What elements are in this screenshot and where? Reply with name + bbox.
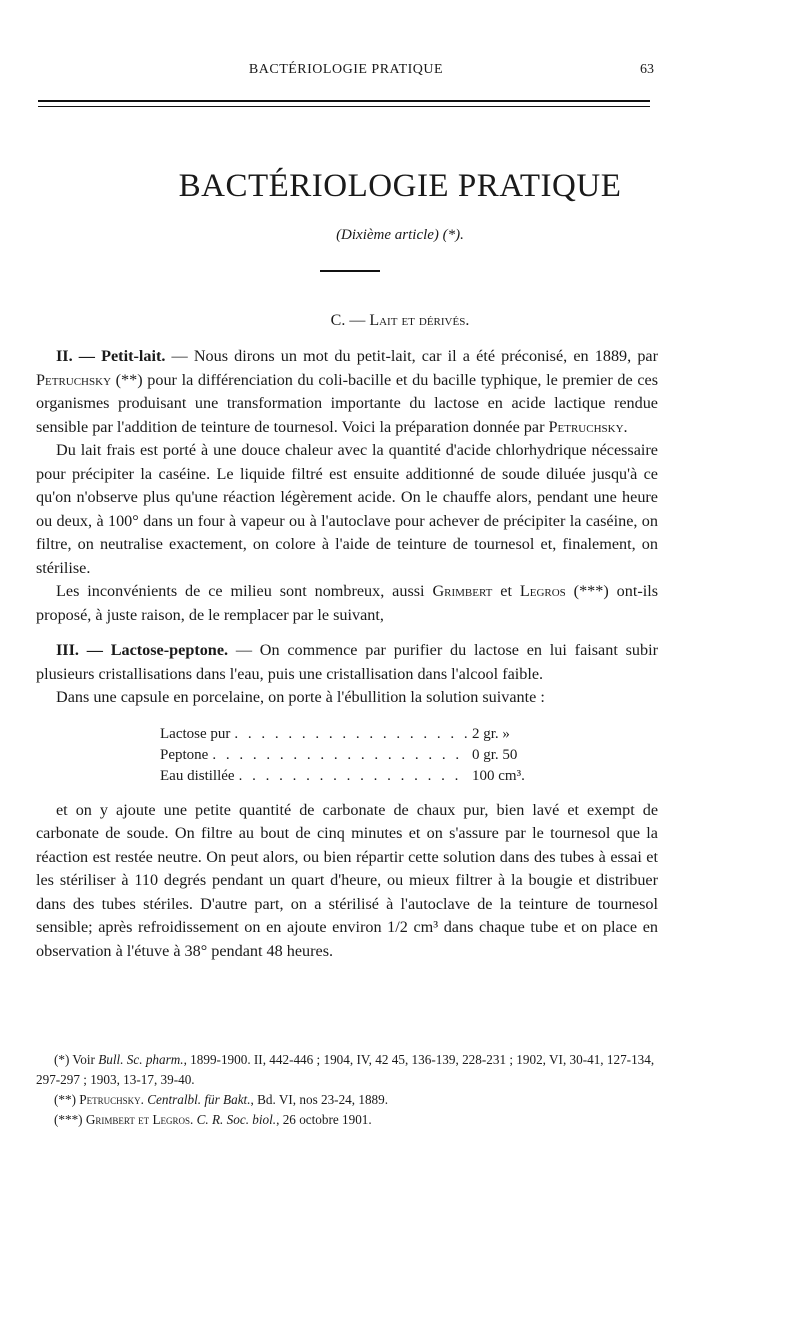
header-rule-thin bbox=[38, 106, 650, 107]
article-body bbox=[36, 345, 658, 963]
paragraph-text: . bbox=[623, 417, 628, 436]
ingredient-name: Lactose pur bbox=[160, 725, 231, 742]
ingredient-quantity: 100 cm³. bbox=[472, 767, 525, 784]
recipe-row bbox=[160, 724, 560, 745]
author-name: Grimbert et Legros. bbox=[85, 1112, 194, 1127]
footnotes bbox=[36, 1050, 658, 1130]
ingredient-name: Eau distillée bbox=[160, 767, 235, 784]
paragraph-lactose-peptone bbox=[36, 639, 658, 686]
subtitle-text: (Dixième article) (*). bbox=[336, 227, 464, 243]
footnote-text: , Bd. VI, nos 23-24, 1889. bbox=[250, 1092, 389, 1107]
footnote-marker: (***) bbox=[54, 1112, 86, 1127]
paragraph-text: — Nous dirons un mot du petit-lait, car il a été préconisé, en 1889, par bbox=[165, 347, 658, 365]
paragraph-petit-lait bbox=[36, 345, 658, 439]
footnote-1 bbox=[36, 1050, 658, 1090]
footnote-2 bbox=[36, 1090, 658, 1110]
paragraph-text: Les inconvénients de ce milieu sont nombreux, aussi bbox=[56, 582, 433, 600]
running-head: BACTÉRIOLOGIE PRATIQUE bbox=[248, 62, 444, 77]
footnote-3 bbox=[36, 1110, 658, 1130]
heading-lactose-peptone: III. — Lactose-peptone. bbox=[56, 641, 229, 659]
ingredient-quantity: 2 gr. » bbox=[472, 725, 510, 742]
section-prefix: C. — bbox=[330, 312, 370, 329]
recipe-table bbox=[160, 724, 560, 787]
header-rule-thick bbox=[38, 100, 650, 102]
footnote-marker: (**) bbox=[54, 1092, 80, 1107]
section-heading bbox=[0, 312, 800, 330]
ingredient-quantity: 0 gr. 50 bbox=[472, 746, 518, 763]
author-name: Petruchsky bbox=[36, 370, 112, 389]
footnote-text: , 26 octobre 1901. bbox=[276, 1112, 372, 1127]
author-name: Petruchsky. bbox=[79, 1092, 144, 1107]
article-title: BACTÉRIOLOGIE PRATIQUE bbox=[178, 168, 622, 204]
journal-title: Bull. Sc. pharm. bbox=[98, 1052, 184, 1067]
footnote-text: , 1899-1900. II, 442-446 ; 1904, IV, 42 45, 136-139, 228-231 ; 1902, VI, 30-41, 127-134, 297-297 ; 1903, 13-17, 39-40. bbox=[36, 1052, 655, 1087]
journal-title: C. R. Soc. biol. bbox=[193, 1112, 277, 1127]
heading-petit-lait: II. — Petit-lait. bbox=[56, 347, 166, 365]
dot-leader bbox=[239, 766, 468, 787]
paragraph-inconvenients bbox=[36, 580, 658, 627]
journal-title: Centralbl. für Bakt. bbox=[143, 1092, 251, 1107]
author-name: Grimbert bbox=[432, 582, 493, 600]
dot-leader bbox=[212, 745, 468, 766]
dot-leader bbox=[234, 724, 468, 745]
recipe-row bbox=[160, 766, 560, 787]
paragraph-carbonate: et on y ajoute une petite quantité de carbonate de chaux pur, bien lavé et exempt de carbonate de soude. On filtre au bout de cinq minutes et on s'assure par le tournesol que la réaction est restée neutre. On peut alors, ou bien répartir cette solution dans des tubes à essai et les stériliser à 110 degrés pendant un quart d'heure, ou mieux filtrer à la bougie et distribuer dans des tubes stériles. D'autre part, on a stérilisé à l'autoclave de la teinture de tournesol sensible; après refroidissement on en ajoute environ 1/2 cm³ dans chaque tube et on place en observation à l'étuve à 38° pendant 48 heures. bbox=[36, 800, 658, 960]
article-subtitle bbox=[0, 227, 800, 244]
paragraph-text: — On commence par purifier du lactose en lui faisant subir plusieurs cristallisations dans l'eau, puis une cristallisation dans l'alcool faible. bbox=[36, 641, 658, 683]
author-name: Legros bbox=[519, 582, 566, 600]
ingredient-name: Peptone bbox=[160, 746, 209, 763]
footnote-marker: (*) Voir bbox=[54, 1052, 99, 1067]
paragraph-preparation: Du lait frais est porté à une douce chaleur avec la quantité d'acide chlorhydrique nécessaire pour précipiter la caséine. Le liquide filtré est ensuite additionné de soude diluée jusqu'à ce qu'on n'observe plus qu'une réaction légèrement acide. On le chauffe alors, pendant une heure ou deux, à 100° dans un four à vapeur ou à l'autoclave pour achever de précipiter la caséine, on filtre, on neutralise exactement, on colore à l'aide de teinture de tournesol et, finalement, on stérilise. bbox=[36, 441, 658, 577]
paragraph-text: (**) pour la différenciation du coli-bacille et du bacille typhique, le premier de ces organismes produisant une transformation importante du lactose en acide lactique rendue sensible par l'addition de teinture de tournesol. Voici la préparation donnée par bbox=[36, 370, 658, 436]
paragraph-text: (***) ont-ils proposé, à juste raison, de le remplacer par le suivant, bbox=[36, 582, 659, 624]
recipe-row bbox=[160, 745, 560, 766]
page-number: 63 bbox=[640, 62, 654, 77]
author-name: Petruchsky bbox=[548, 417, 624, 436]
paragraph-capsule: Dans une capsule en porcelaine, on porte à l'ébullition la solution suivante : bbox=[56, 688, 545, 706]
paragraph-text: et bbox=[492, 582, 520, 600]
title-divider bbox=[320, 270, 380, 272]
section-title: Lait et dérivés. bbox=[369, 312, 470, 329]
